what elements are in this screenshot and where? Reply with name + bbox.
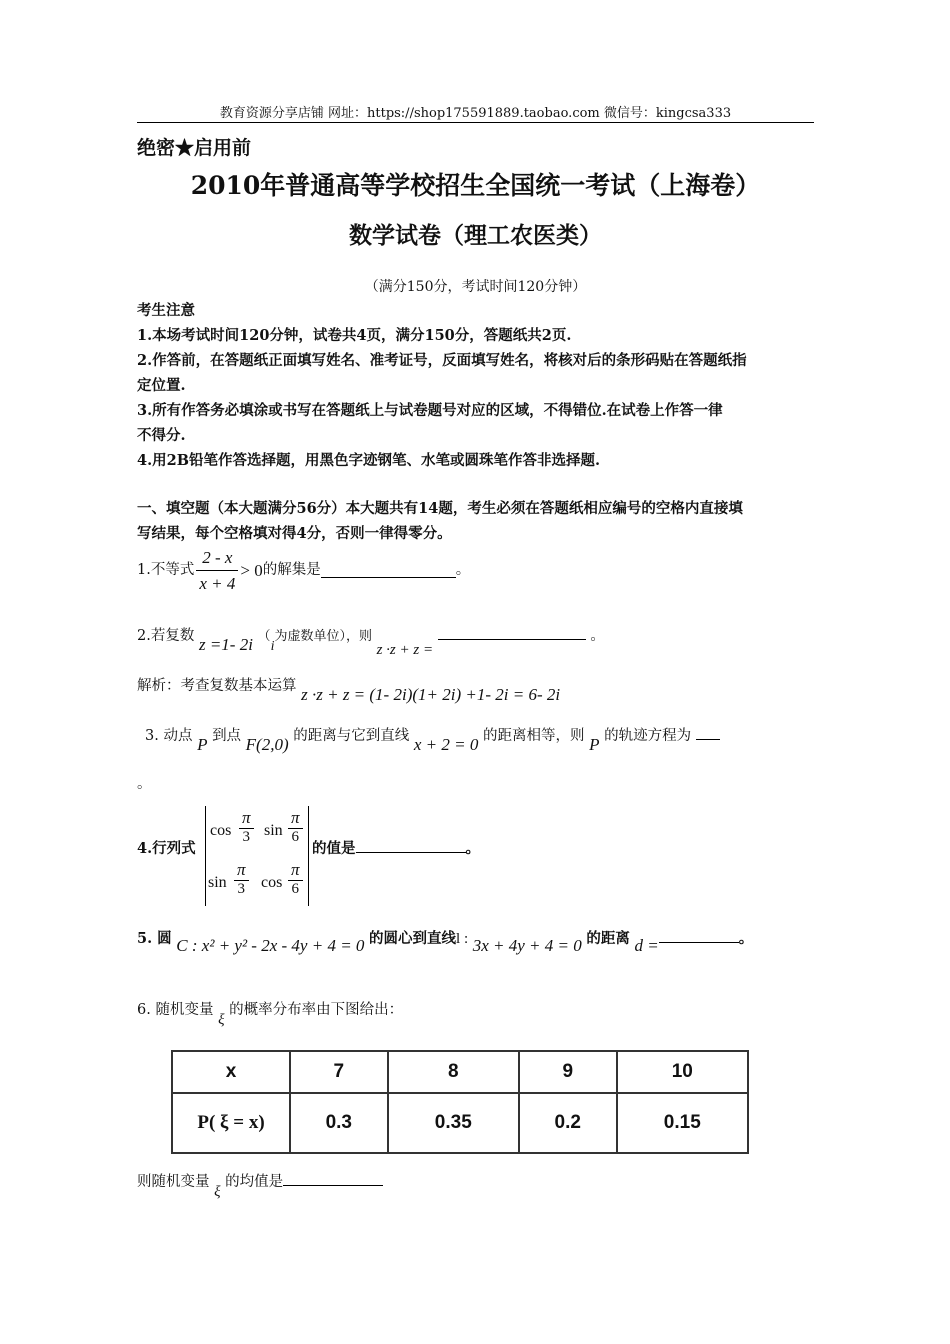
notice-heading: 考生注意 bbox=[137, 302, 195, 319]
question-1 bbox=[137, 546, 470, 594]
table-header-cell: 8 bbox=[388, 1051, 519, 1093]
section-1-instructions bbox=[137, 496, 814, 546]
q3-line-equation: x + 2 = 0 bbox=[413, 735, 479, 754]
q5-distance: d = bbox=[634, 936, 659, 955]
exam-subtitle: 数学试卷（理工农医类） bbox=[349, 222, 602, 249]
q4-denominator: 3 bbox=[242, 829, 251, 845]
q1-fraction bbox=[196, 545, 238, 596]
q2-paren-text: 为虚数单位），则 bbox=[274, 629, 372, 644]
exam-title: 2010年普通高等学校招生全国统一考试（上海卷） bbox=[190, 171, 761, 200]
section-1-line: 一、填空题（本大题满分56分）本大题共有14题，考生必须在答题纸相应编号的空格内直接填 bbox=[137, 500, 743, 517]
q5-line-name: l : bbox=[456, 931, 469, 947]
q3-suffix: 的轨迹方程为 bbox=[604, 728, 692, 744]
table-header-cell: 7 bbox=[290, 1051, 388, 1093]
q4-fraction-c bbox=[234, 860, 249, 898]
notice-item: 不得分. bbox=[137, 427, 186, 444]
q2-complex-z: z =1- 2i bbox=[198, 635, 253, 654]
section-1-line: 写结果，每个空格填对得4分，否则一律得零分。 bbox=[137, 525, 452, 542]
q3-prefix: 3. 动点 bbox=[145, 728, 193, 744]
q4-fraction-b bbox=[288, 808, 303, 846]
q4-cell-a: cos bbox=[210, 822, 232, 839]
secret-label: 绝密★启用前 bbox=[137, 137, 252, 159]
q2-expression: z ·z + z = bbox=[376, 642, 434, 658]
q2-prefix: 2.若复数 bbox=[137, 628, 195, 644]
q4-denominator: 3 bbox=[237, 881, 246, 897]
table-cell: 0.2 bbox=[519, 1093, 617, 1153]
q1-suffix: 的解集是 bbox=[262, 561, 321, 578]
probability-label: P( ξ = x) bbox=[197, 1112, 265, 1133]
table-cell: 0.3 bbox=[290, 1093, 388, 1153]
q1-end: 。 bbox=[455, 561, 471, 578]
q6-random-variable: ξ bbox=[214, 1184, 221, 1200]
q1-denominator: x + 4 bbox=[199, 573, 236, 593]
q4-suffix-line bbox=[312, 836, 480, 861]
notice-item: 2.作答前，在答题纸正面填写姓名、准考证号，反面填写姓名，将核对后的条形码贴在答题纸指 bbox=[137, 352, 747, 369]
table-row bbox=[172, 1051, 748, 1093]
page-header bbox=[137, 102, 814, 123]
probability-table bbox=[171, 1050, 749, 1154]
q1-numerator: 2 - x bbox=[196, 545, 238, 571]
q4-cell-d: cos bbox=[261, 874, 283, 891]
q3-text: 的距离相等，则 bbox=[482, 728, 585, 744]
q5-circle-equation: C : x² + y² - 2x - 4y + 4 = 0 bbox=[176, 936, 365, 955]
q6-suffix: 的概率分布率由下图给出： bbox=[229, 1002, 404, 1018]
q3-text: 到点 bbox=[212, 728, 242, 744]
q6-after-suffix: 的均值是 bbox=[225, 1174, 284, 1190]
q3-end: 。 bbox=[137, 776, 152, 792]
q1-prefix: 1.不等式 bbox=[137, 561, 195, 578]
q6-random-variable: ξ bbox=[218, 1012, 225, 1028]
q6-prefix: 6. 随机变量 bbox=[137, 1002, 214, 1018]
q2-imaginary-unit: i bbox=[270, 639, 275, 654]
q3-answer-blank[interactable] bbox=[696, 725, 720, 740]
analysis-prefix: 解析：考查复数基本运算 bbox=[137, 678, 297, 694]
question-6 bbox=[137, 998, 404, 1028]
table-cell: 0.15 bbox=[617, 1093, 748, 1153]
q2-answer-blank[interactable] bbox=[438, 625, 586, 640]
q6-mean-line bbox=[137, 1170, 383, 1200]
q4-fraction-d bbox=[288, 860, 303, 898]
notice-item: 定位置. bbox=[137, 377, 186, 394]
q4-pi: π bbox=[234, 860, 249, 881]
table-header-cell: 10 bbox=[617, 1051, 748, 1093]
q5-line-equation: 3x + 4y + 4 = 0 bbox=[472, 936, 582, 955]
q5-end: 。 bbox=[738, 930, 754, 947]
q4-fraction-a bbox=[239, 808, 254, 846]
q2-end: 。 bbox=[590, 628, 605, 644]
q5-prefix: 5. 圆 bbox=[137, 930, 172, 947]
q1-answer-blank[interactable] bbox=[321, 563, 456, 578]
q6-answer-blank[interactable] bbox=[283, 1171, 383, 1186]
q5-answer-blank[interactable] bbox=[659, 928, 739, 943]
q4-denominator: 6 bbox=[291, 881, 300, 897]
table-cell: 0.35 bbox=[388, 1093, 519, 1153]
q3-point-f: F(2,0) bbox=[245, 735, 289, 754]
q4-denominator: 6 bbox=[291, 829, 300, 845]
q4-cell-b: sin bbox=[264, 822, 283, 839]
q3-point-p: P bbox=[197, 735, 208, 754]
q4-suffix: 的值是 bbox=[312, 840, 356, 857]
q4-pi: π bbox=[288, 808, 303, 829]
q5-suffix: 的距离 bbox=[586, 930, 630, 947]
question-3 bbox=[137, 722, 814, 754]
table-header-cell: x bbox=[172, 1051, 290, 1093]
table-row bbox=[172, 1093, 748, 1153]
q3-point-p: P bbox=[589, 735, 600, 754]
exam-duration-note: （满分150分，考试时间120分钟） bbox=[364, 279, 587, 295]
header-text: 教育资源分享店铺 网址：https://shop175591889.taobao.com 微信号：kingcsa333 bbox=[219, 106, 732, 121]
notice-item: 4.用2B铅笔作答选择题，用黑色字迹钢笔、水笔或圆珠笔作答非选择题. bbox=[137, 452, 601, 469]
q4-answer-blank[interactable] bbox=[356, 838, 466, 853]
q2-paren-open: （ bbox=[257, 629, 271, 644]
q4-end: 。 bbox=[465, 840, 480, 857]
analysis-line bbox=[137, 672, 814, 704]
q4-pi: π bbox=[288, 860, 303, 881]
q1-relation: > 0 bbox=[240, 560, 263, 580]
notice-item: 3.所有作答务必填涂或书写在答题纸上与试卷题号对应的区域，不得错位.在试卷上作答一律 bbox=[137, 402, 723, 419]
table-header-cell: 9 bbox=[519, 1051, 617, 1093]
notice-item: 1.本场考试时间120分钟，试卷共4页，满分150分，答题纸共2页. bbox=[137, 327, 572, 344]
q4-cell-c: sin bbox=[208, 874, 227, 891]
notice-section bbox=[137, 298, 814, 473]
q4-pi: π bbox=[239, 808, 254, 829]
analysis-expression: z ·z + z = (1- 2i)(1+ 2i) +1- 2i = 6- 2i bbox=[301, 685, 561, 704]
question-2 bbox=[137, 622, 814, 656]
q4-determinant bbox=[205, 806, 309, 906]
q6-after-prefix: 则随机变量 bbox=[137, 1174, 210, 1190]
question-5 bbox=[137, 925, 814, 955]
q5-text: 的圆心到直线 bbox=[369, 930, 457, 947]
q4-prefix: 4.行列式 bbox=[137, 840, 196, 857]
q3-text: 的距离与它到直线 bbox=[293, 728, 410, 744]
table-row-label bbox=[172, 1093, 290, 1153]
